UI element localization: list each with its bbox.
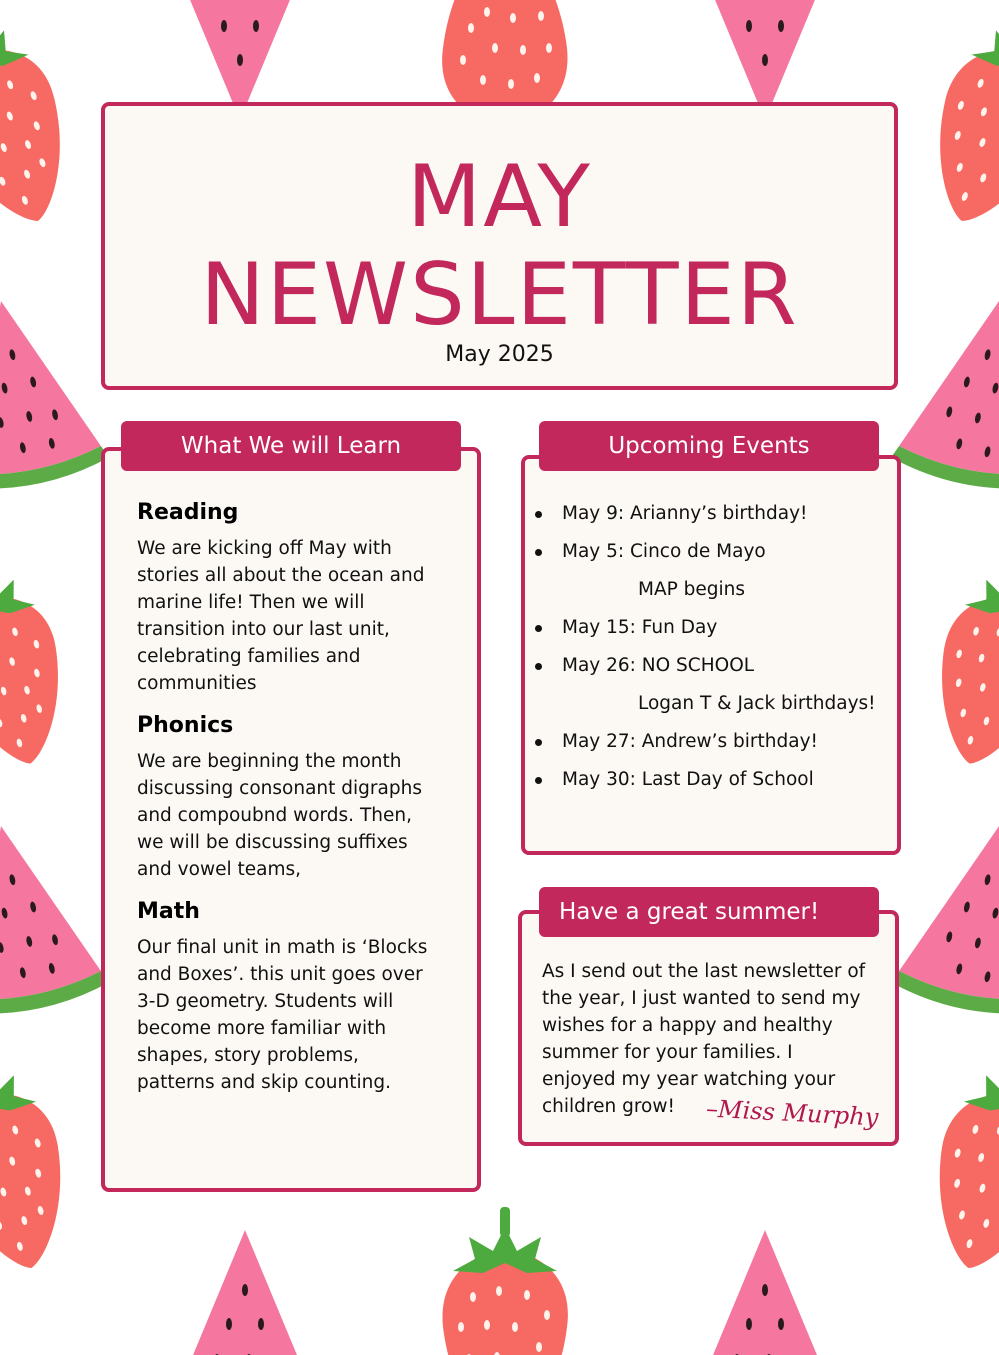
watermelon-icon bbox=[900, 815, 999, 1025]
page-title-line-1: MAY bbox=[407, 147, 592, 247]
strawberry-icon bbox=[0, 15, 100, 235]
watermelon-icon bbox=[140, 0, 340, 80]
strawberry-icon bbox=[425, 1195, 585, 1355]
strawberry-icon bbox=[425, 0, 585, 90]
watermelon-icon bbox=[0, 290, 100, 500]
math-heading: Math bbox=[137, 899, 200, 924]
signature: –Miss Murphy bbox=[705, 1094, 880, 1132]
reading-heading: Reading bbox=[137, 500, 239, 525]
math-text: Our final unit in math is ‘Blocks and Boxes’. this unit goes over 3-D geometry. Students will become more familiar with shapes, story problems, patterns and skip counting. bbox=[137, 937, 428, 1093]
strawberry-icon bbox=[0, 1060, 100, 1280]
events-tab-heading: Upcoming Events bbox=[539, 421, 879, 471]
events-panel: May 9: Arianny’s birthday! May 5: Cinco de Mayo MAP begins May 15: Fun Day May 26: NO SCHOOL Logan T & Jack birthdays! May 27: Andrew’s birthday! May 30: Last Day of School bbox=[521, 455, 901, 855]
watermelon-icon bbox=[900, 290, 999, 500]
reading-text: We are kicking off May with stories all about the ocean and marine life! Then we will transition into our last unit, celebrating families and communities bbox=[137, 538, 425, 694]
newsletter-date: May 2025 bbox=[445, 342, 554, 367]
strawberry-icon bbox=[900, 565, 999, 775]
summer-panel bbox=[518, 910, 899, 1146]
learn-tab-heading: What We will Learn bbox=[121, 421, 461, 471]
summer-message: As I send out the last newsletter of the year, I just wanted to send my wishes for a happy and healthy summer for your families. I enjoyed my year watching your children grow! bbox=[542, 961, 866, 1117]
strawberry-icon bbox=[900, 15, 999, 235]
page-title-line-2: NEWSLETTER bbox=[200, 245, 799, 345]
strawberry-icon bbox=[0, 565, 100, 775]
watermelon-icon bbox=[145, 1210, 345, 1340]
learn-panel bbox=[101, 447, 481, 1192]
newsletter-header bbox=[101, 102, 898, 390]
watermelon-icon bbox=[0, 815, 100, 1025]
summer-tab-heading: Have a great summer! bbox=[539, 887, 879, 937]
strawberry-icon bbox=[900, 1060, 999, 1280]
phonics-heading: Phonics bbox=[137, 713, 234, 738]
watermelon-icon bbox=[665, 1210, 865, 1340]
phonics-text: We are beginning the month discussing consonant digraphs and compoubnd words. Then, we will be discussing suffixes and vowel teams, bbox=[137, 751, 422, 880]
watermelon-icon bbox=[665, 0, 865, 80]
